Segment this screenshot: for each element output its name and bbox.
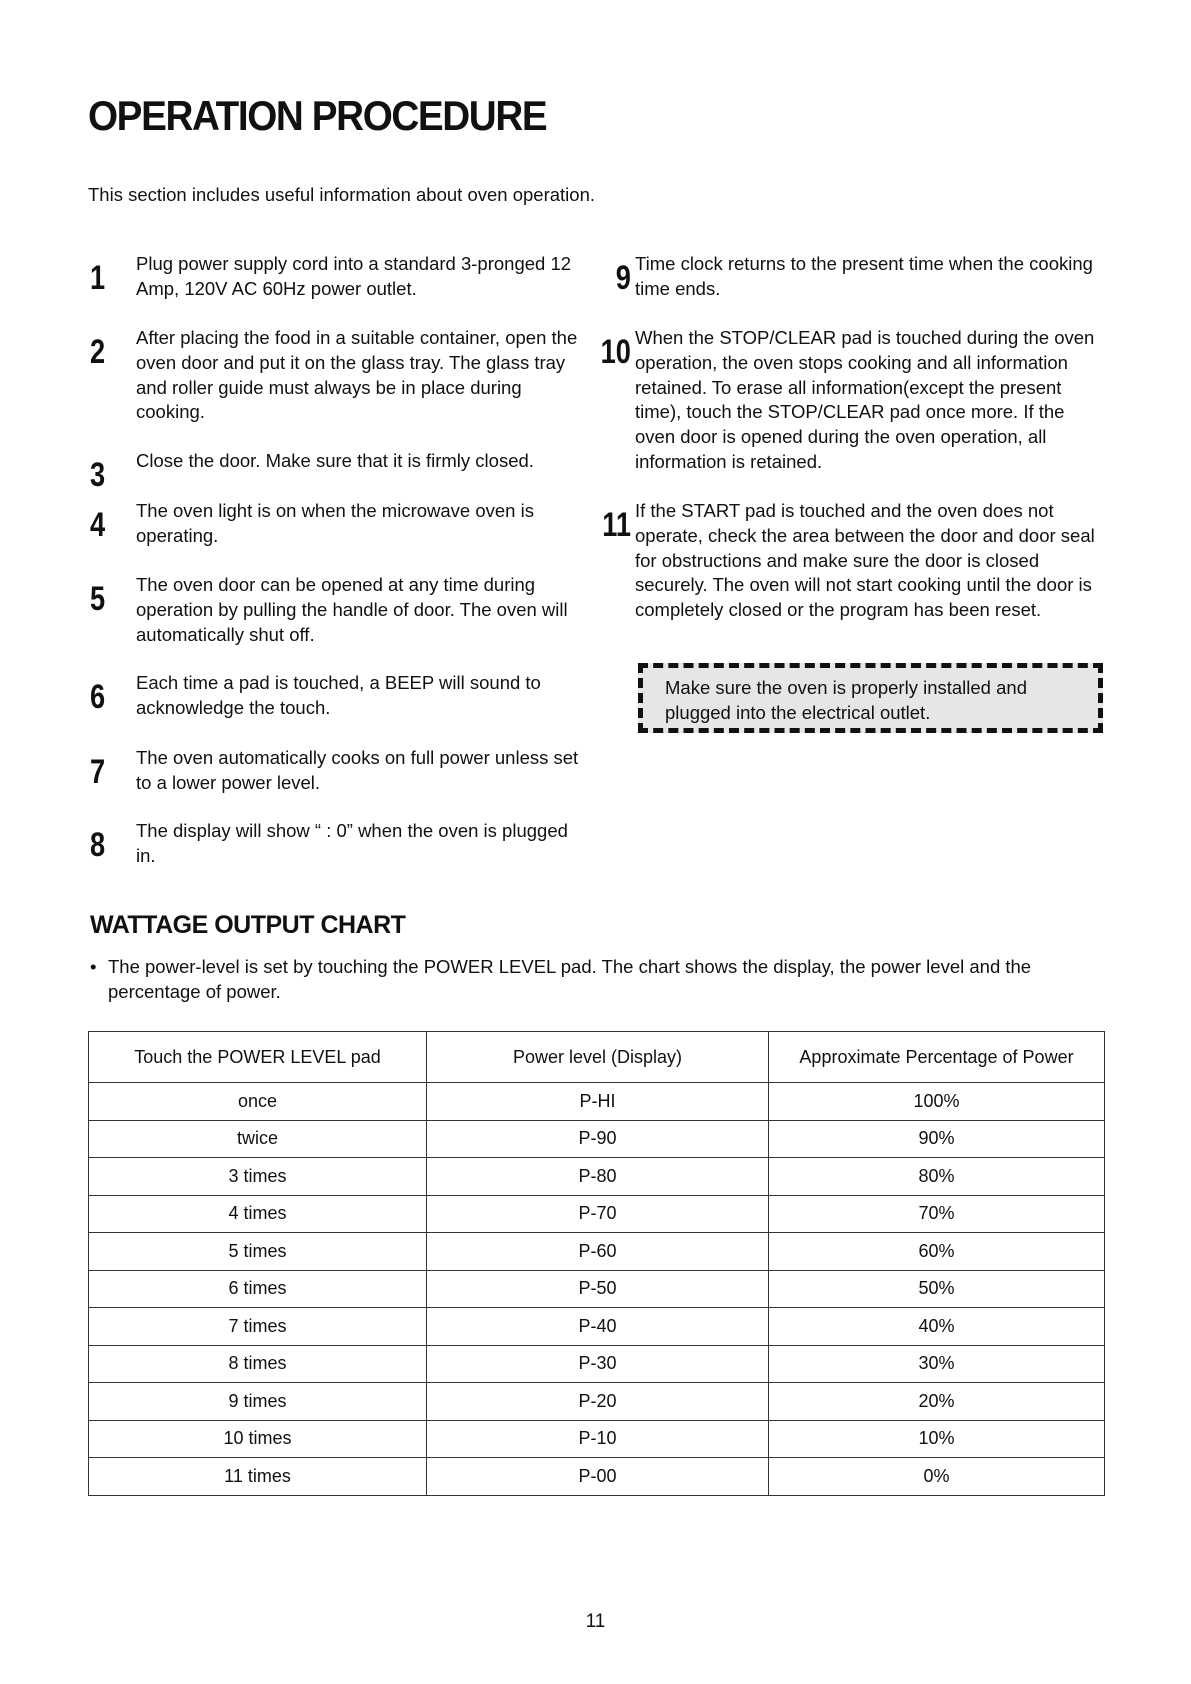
press-count-cell: 4 times bbox=[89, 1195, 427, 1233]
table-row bbox=[89, 1458, 1105, 1496]
wattage-description bbox=[90, 955, 1110, 1005]
display-cell: P-10 bbox=[427, 1420, 769, 1458]
step-text: If the START pad is touched and the oven does not operate, check the area between the door and door seal for obstructions and make sure the door is closed securely. The oven will not start cooking until the door is completely closed or the program has been reset. bbox=[635, 500, 1095, 621]
step-number: 6 bbox=[90, 678, 106, 716]
intro-text: This section includes useful information about oven operation. bbox=[88, 184, 595, 205]
display-cell: P-40 bbox=[427, 1308, 769, 1346]
percentage-cell: 90% bbox=[769, 1120, 1105, 1158]
display-cell: P-00 bbox=[427, 1458, 769, 1496]
step-text: Plug power supply cord into a standard 3-pronged 12 Amp, 120V AC 60Hz power outlet. bbox=[136, 253, 572, 299]
step-number: 7 bbox=[90, 753, 106, 791]
table-row bbox=[89, 1383, 1105, 1421]
percentage-cell: 100% bbox=[769, 1083, 1105, 1121]
table-row bbox=[89, 1420, 1105, 1458]
step-text: After placing the food in a suitable container, open the oven door and put it on the glass tray. The glass tray and roller guide must always be in place during cooking. bbox=[136, 327, 578, 423]
press-count-cell: 7 times bbox=[89, 1308, 427, 1346]
step-number: 3 bbox=[90, 456, 106, 494]
press-count-cell: 11 times bbox=[89, 1458, 427, 1496]
display-cell: P-50 bbox=[427, 1270, 769, 1308]
press-count-cell: 8 times bbox=[89, 1345, 427, 1383]
wattage-table bbox=[88, 1031, 1105, 1496]
percentage-cell: 10% bbox=[769, 1420, 1105, 1458]
display-cell: P-90 bbox=[427, 1120, 769, 1158]
step-number: 8 bbox=[90, 826, 106, 864]
press-count-cell: 10 times bbox=[89, 1420, 427, 1458]
table-row bbox=[89, 1270, 1105, 1308]
wattage-heading: WATTAGE OUTPUT CHART bbox=[90, 911, 406, 939]
step-number: 10 bbox=[600, 333, 631, 371]
press-count-cell: 6 times bbox=[89, 1270, 427, 1308]
step-text: Time clock returns to the present time when the cooking time ends. bbox=[635, 253, 1093, 299]
press-count-cell: twice bbox=[89, 1120, 427, 1158]
page-number: 11 bbox=[585, 1611, 606, 1632]
percentage-cell: 20% bbox=[769, 1383, 1105, 1421]
step-number: 4 bbox=[90, 506, 106, 544]
percentage-cell: 40% bbox=[769, 1308, 1105, 1346]
display-cell: P-20 bbox=[427, 1383, 769, 1421]
press-count-cell: 3 times bbox=[89, 1158, 427, 1196]
step-text: When the STOP/CLEAR pad is touched during the oven operation, the oven stops cooking and all information retained. To erase all information(except the present time), touch the STOP/CLEAR pad once more. If the oven door is opened during the oven operation, all information is retained. bbox=[635, 327, 1095, 472]
display-cell: P-70 bbox=[427, 1195, 769, 1233]
step-text: Each time a pad is touched, a BEEP will sound to acknowledge the touch. bbox=[136, 672, 541, 718]
display-cell: P-80 bbox=[427, 1158, 769, 1196]
step-text: The display will show “ : 0” when the oven is plugged in. bbox=[136, 820, 568, 866]
step-number: 11 bbox=[602, 506, 631, 544]
percentage-cell: 80% bbox=[769, 1158, 1105, 1196]
description-text: The power-level is set by touching the POWER LEVEL pad. The chart shows the display, the power level and the percentage of power. bbox=[108, 956, 1032, 1002]
percentage-cell: 30% bbox=[769, 1345, 1105, 1383]
table-row bbox=[89, 1158, 1105, 1196]
table-header-row bbox=[89, 1032, 1105, 1083]
page-title: OPERATION PROCEDURE bbox=[88, 92, 547, 139]
table-row bbox=[89, 1308, 1105, 1346]
column-header: Touch the POWER LEVEL pad bbox=[89, 1032, 427, 1083]
press-count-cell: 5 times bbox=[89, 1233, 427, 1271]
percentage-cell: 70% bbox=[769, 1195, 1105, 1233]
step-number: 9 bbox=[615, 259, 631, 297]
step-text: The oven light is on when the microwave oven is operating. bbox=[136, 500, 534, 546]
display-cell: P-30 bbox=[427, 1345, 769, 1383]
table-row bbox=[89, 1345, 1105, 1383]
step-text: The oven automatically cooks on full power unless set to a lower power level. bbox=[136, 747, 579, 793]
step-number: 2 bbox=[90, 333, 106, 371]
step-text: Close the door. Make sure that it is firmly closed. bbox=[136, 450, 534, 471]
table-row bbox=[89, 1233, 1105, 1271]
step-number: 1 bbox=[90, 259, 106, 297]
display-cell: P-60 bbox=[427, 1233, 769, 1271]
table-row bbox=[89, 1120, 1105, 1158]
bullet-icon: • bbox=[90, 956, 97, 977]
display-cell: P-HI bbox=[427, 1083, 769, 1121]
column-header: Power level (Display) bbox=[427, 1032, 769, 1083]
table-row bbox=[89, 1195, 1105, 1233]
table-row bbox=[89, 1083, 1105, 1121]
step-number: 5 bbox=[90, 580, 106, 618]
press-count-cell: 9 times bbox=[89, 1383, 427, 1421]
percentage-cell: 0% bbox=[769, 1458, 1105, 1496]
press-count-cell: once bbox=[89, 1083, 427, 1121]
step-text: The oven door can be opened at any time during operation by pulling the handle of door. The oven will automatically shut off. bbox=[136, 574, 568, 645]
percentage-cell: 50% bbox=[769, 1270, 1105, 1308]
column-header: Approximate Percentage of Power bbox=[769, 1032, 1105, 1083]
installation-note: Make sure the oven is properly installed and plugged into the electrical outlet. bbox=[638, 663, 1103, 733]
percentage-cell: 60% bbox=[769, 1233, 1105, 1271]
